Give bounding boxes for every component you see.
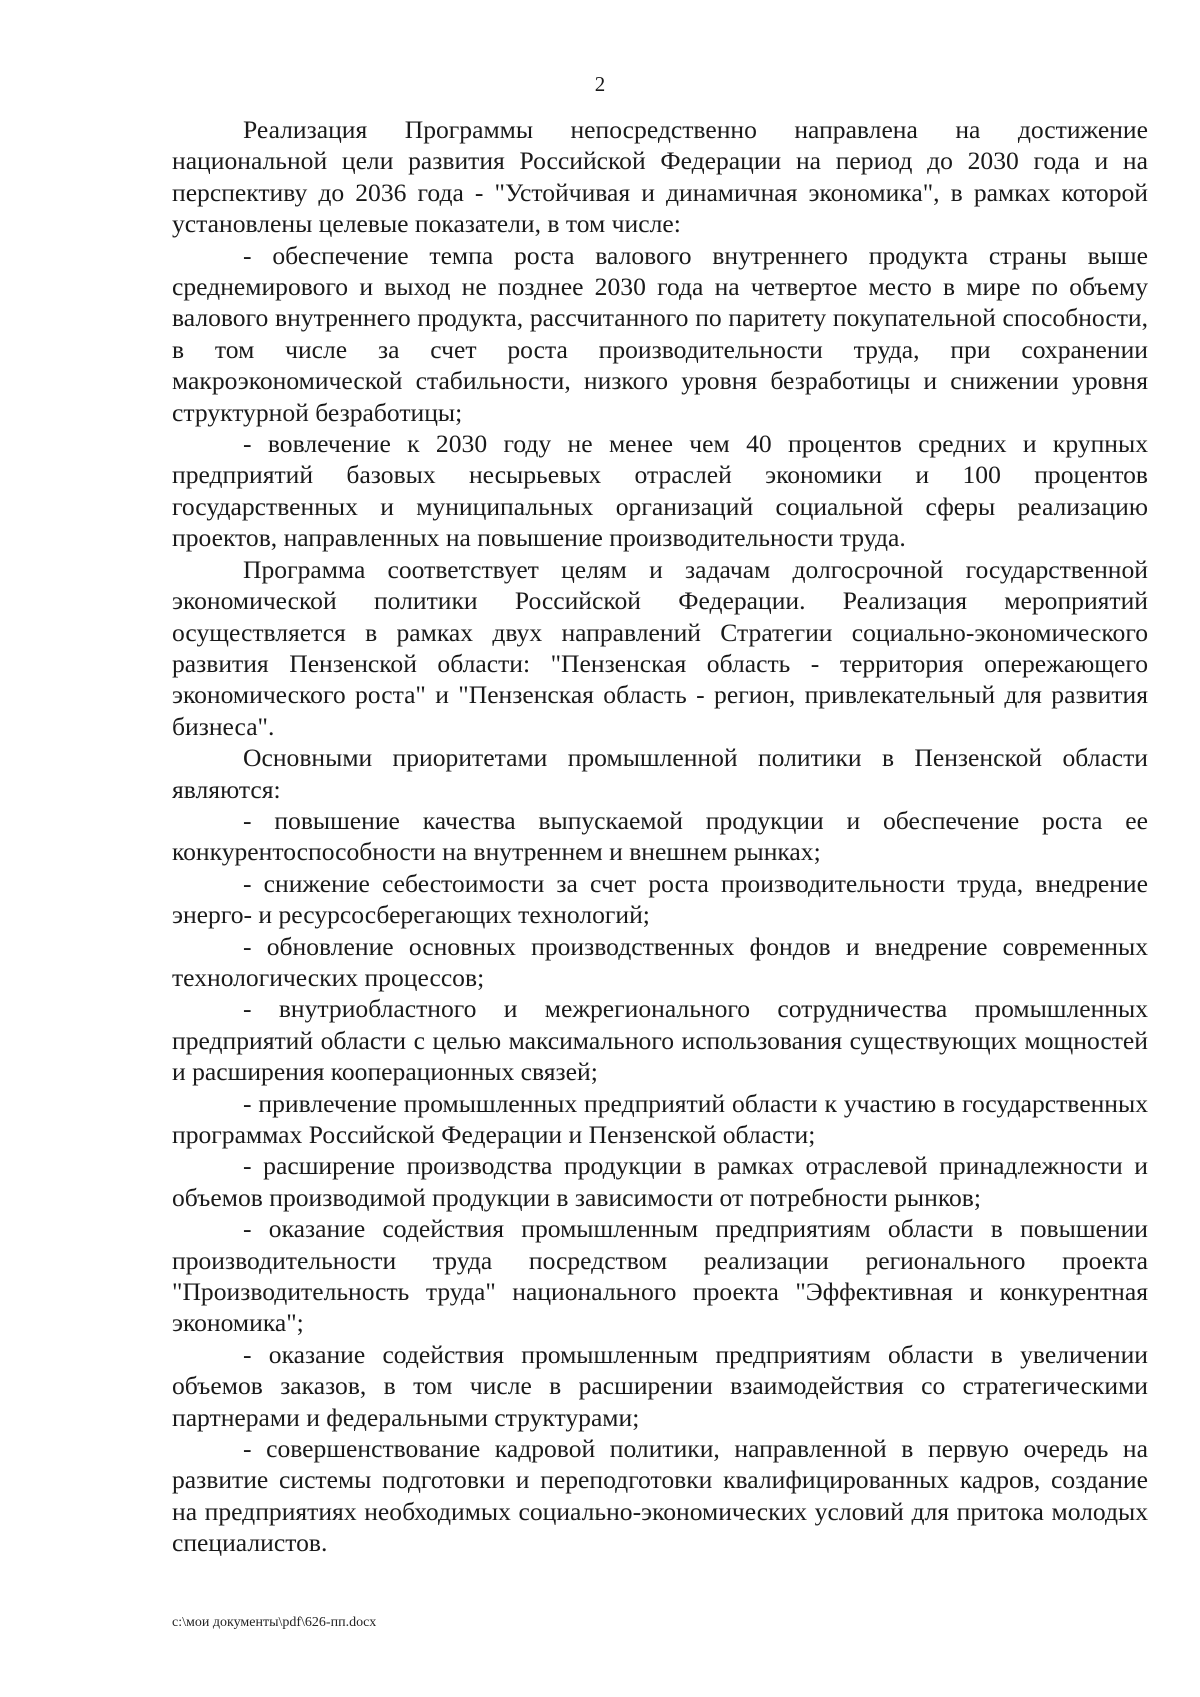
footer-file-path: c:\мои документы\pdf\626-пп.docx bbox=[172, 1615, 377, 1630]
paragraph-priorities-intro: Основными приоритетами промышленной политики в Пензенской области являются: bbox=[172, 743, 1148, 804]
list-item-enterprise-involvement: - вовлечение к 2030 году не менее чем 40 процентов средних и крупных предприятий базовых несырьевых отраслей экономики и 100 процентов государственных и муниципальных организаций социальной сферы реализацию проектов, направленных на повышение производительности труда. bbox=[172, 429, 1148, 553]
list-item-cost-reduction: - снижение себестоимости за счет роста производительности труда, внедрение энерго- и ресурсосберегающих технологий; bbox=[172, 868, 1148, 930]
list-item-state-programs: - привлечение промышленных предприятий области к участию в государственных программах Российской Федерации и Пензенской области; bbox=[172, 1088, 1148, 1149]
list-item-production-expansion: - расширение производства продукции в рамках отраслевой принадлежности и объемов производимой продукции в зависимости от потребности рынков; bbox=[172, 1151, 1148, 1212]
list-item-orders-support: - оказание содействия промышленным предприятиям области в увеличении объемов заказов, в том числе в расширении взаимодействия со стратегическими партнерами и федеральными структурами; bbox=[172, 1339, 1148, 1432]
list-item-asset-renewal: - обновление основных производственных фондов и внедрение современных технологических процессов; bbox=[172, 931, 1148, 992]
paragraph-program-goal: Реализация Программы непосредственно направлена на достижение национальной цели развития Российской Федерации на период до 2030 года и на перспективу до 2036 года - "Устойчивая и динамичная экономика", в рамках которой установлены целевые показатели, в том числе: bbox=[172, 115, 1148, 239]
page-number: 2 bbox=[594, 72, 606, 96]
paragraph-strategy-alignment: Программа соответствует целям и задачам долгосрочной государственной экономической политики Российской Федерации. Реализация мероприятий осуществляется в рамках двух направлений Стратегии социально-экономического развития Пензенской области: "Пензенская область - территория опережающего экономического роста" и "Пензенская область - регион, привлекательный для развития бизнеса". bbox=[172, 554, 1148, 741]
list-item-personnel-policy: - совершенствование кадровой политики, направленной в первую очередь на развитие системы подготовки и переподготовки квалифицированных кадров, создание на предприятиях необходимых социально-экономических условий для притока молодых специалистов. bbox=[172, 1434, 1148, 1558]
list-item-cooperation: - внутриобластного и межрегионального сотрудничества промышленных предприятий области с целью максимального использования существующих мощностей и расширения кооперационных связей; bbox=[172, 994, 1148, 1087]
list-item-quality: - повышение качества выпускаемой продукции и обеспечение роста ее конкурентоспособности на внутреннем и внешнем рынках; bbox=[172, 805, 1148, 867]
list-item-gdp-growth: - обеспечение темпа роста валового внутреннего продукта страны выше среднемирового и выход не позднее 2030 года на четвертое место в мире по объему валового внутреннего продукта, рассчитанного по паритету покупательной способности, в том числе за счет роста производительности труда, при сохранении макроэкономической стабильности, низкого уровня безработицы и снижении уровня структурной безработицы; bbox=[172, 240, 1148, 427]
document-body bbox=[172, 114, 1148, 1559]
list-item-productivity-support: - оказание содействия промышленным предприятиям области в повышении производительности труда посредством реализации регионального проекта "Производительность труда" национального проекта "Эффективная и конкурентная экономика"; bbox=[172, 1214, 1148, 1338]
